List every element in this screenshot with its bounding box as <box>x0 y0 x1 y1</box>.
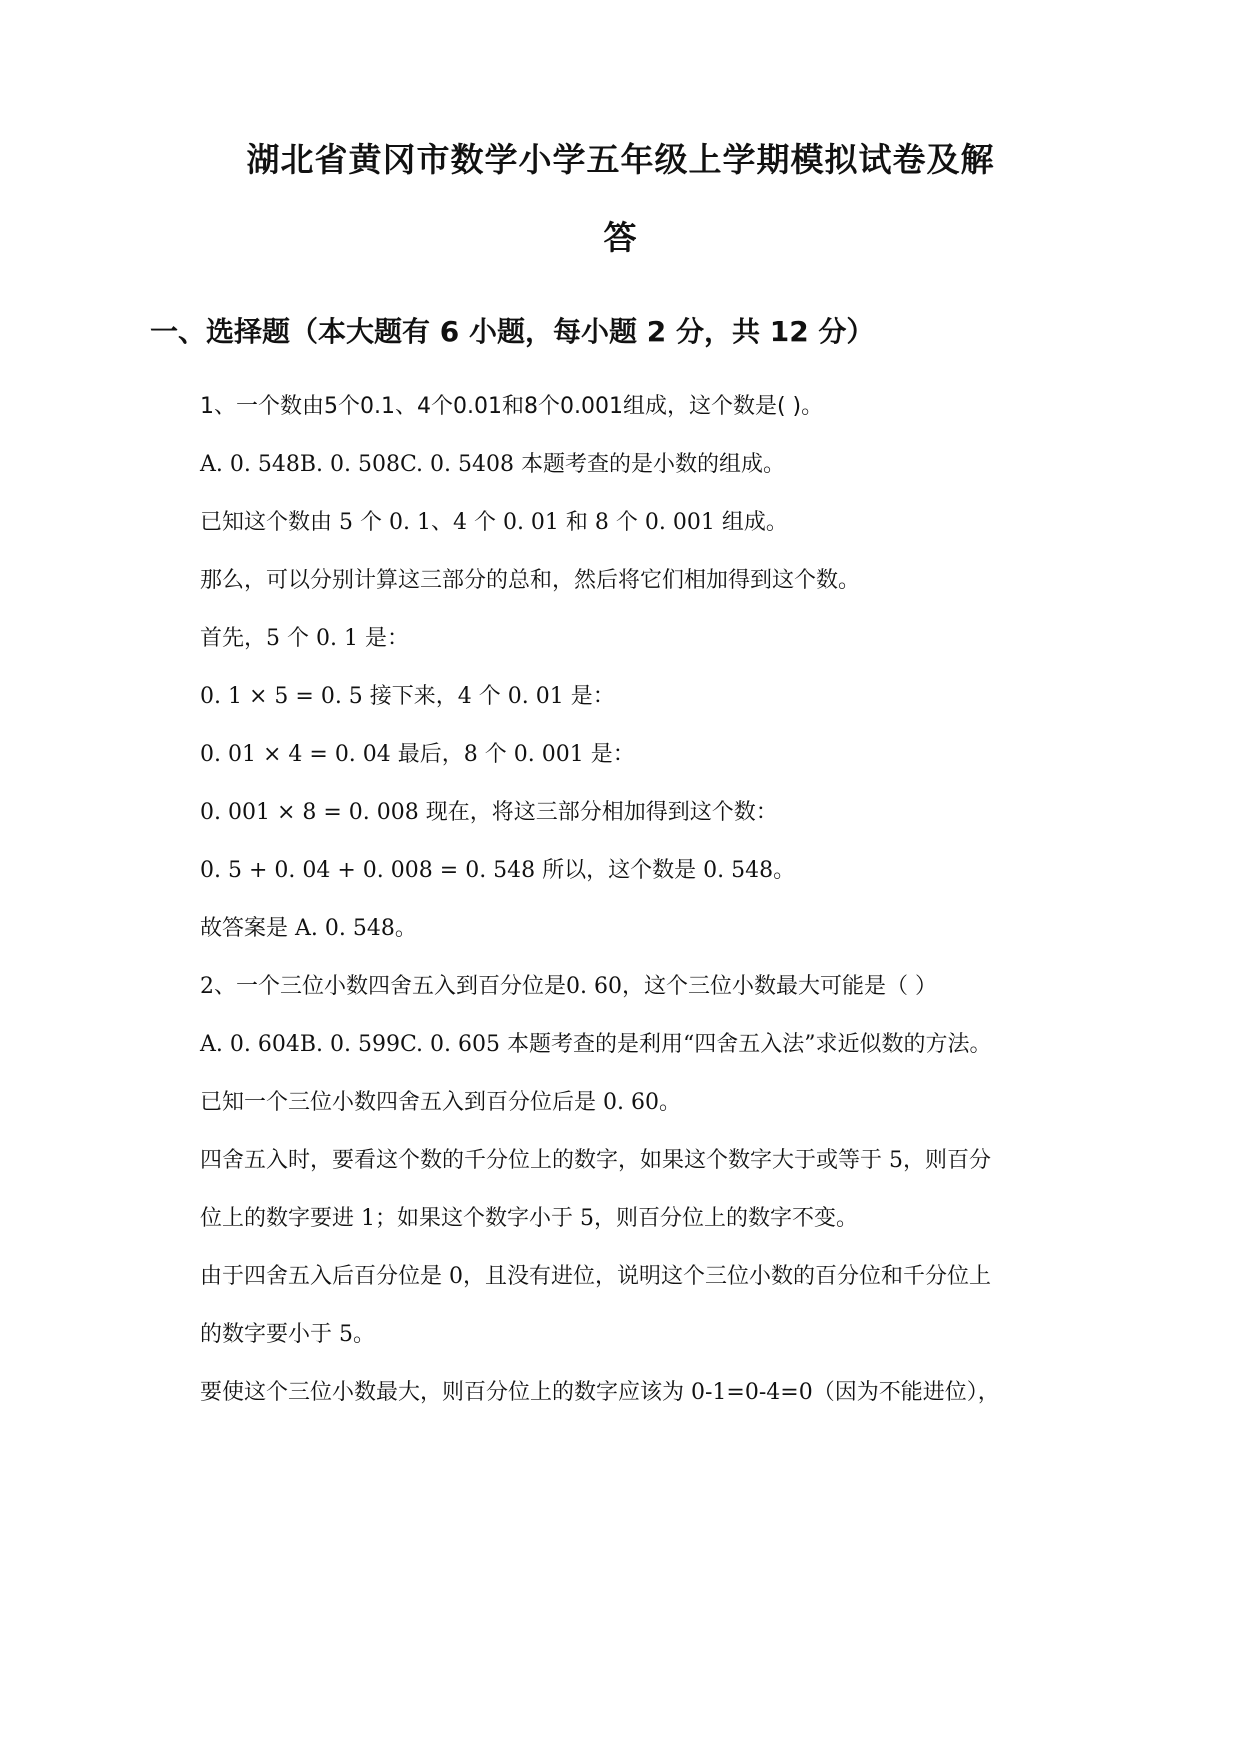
question-2-options: A. 0. 604B. 0. 599C. 0. 605 本题考查的是利用“四舍五入法”求近似数的方法。 <box>200 1032 992 1057</box>
question-1-solution-line: 0. 01 × 4 = 0. 04 最后，8 个 0. 001 是： <box>200 742 635 767</box>
question-2-solution-line: 位上的数字要进 1；如果这个数字小于 5，则百分位上的数字不变。 <box>200 1206 858 1231</box>
question-2-solution-line: 四舍五入时，要看这个数的千分位上的数字，如果这个数字大于或等于 5，则百分 <box>200 1148 991 1173</box>
question-1-solution-line: 首先，5 个 0. 1 是： <box>200 626 409 651</box>
question-1-answer: 故答案是 A. 0. 548。 <box>200 916 417 941</box>
question-1-solution-line: 0. 001 × 8 = 0. 008 现在，将这三部分相加得到这个数： <box>200 800 778 825</box>
question-1-solution-line: 0. 1 × 5 = 0. 5 接下来，4 个 0. 01 是： <box>200 684 615 709</box>
question-2-solution-line: 的数字要小于 5。 <box>200 1322 375 1347</box>
question-1-solution-line: 那么，可以分别计算这三部分的总和，然后将它们相加得到这个数。 <box>200 568 861 593</box>
question-1-text: 1、一个数由5个0.1、4个0.01和8个0.001组成，这个数是( )。 <box>200 394 824 419</box>
question-2-text: 2、一个三位小数四舍五入到百分位是0. 60，这个三位小数最大可能是（ ） <box>200 974 937 999</box>
question-1-solution-line: 0. 5 + 0. 04 + 0. 008 = 0. 548 所以，这个数是 0. 548。 <box>200 858 796 883</box>
question-2-solution-line: 已知一个三位小数四舍五入到百分位后是 0. 60。 <box>200 1090 681 1115</box>
question-1-options: A. 0. 548B. 0. 508C. 0. 5408 本题考查的是小数的组成。 <box>200 452 785 477</box>
question-2-solution-line: 由于四舍五入后百分位是 0，且没有进位，说明这个三位小数的百分位和千分位上 <box>200 1264 991 1289</box>
document-title-line-1: 湖北省黄冈市数学小学五年级上学期模拟试卷及解 <box>246 140 995 179</box>
question-2-solution-line: 要使这个三位小数最大，则百分位上的数字应该为 0-1=0-4=0（因为不能进位）， <box>200 1380 1000 1405</box>
question-1-solution-line: 已知这个数由 5 个 0. 1、4 个 0. 01 和 8 个 0. 001 组成。 <box>200 510 788 535</box>
document-title-line-2: 答 <box>603 218 638 257</box>
section-heading-choice-questions: 一、选择题（本大题有 6 小题，每小题 2 分，共 12 分） <box>150 315 875 348</box>
